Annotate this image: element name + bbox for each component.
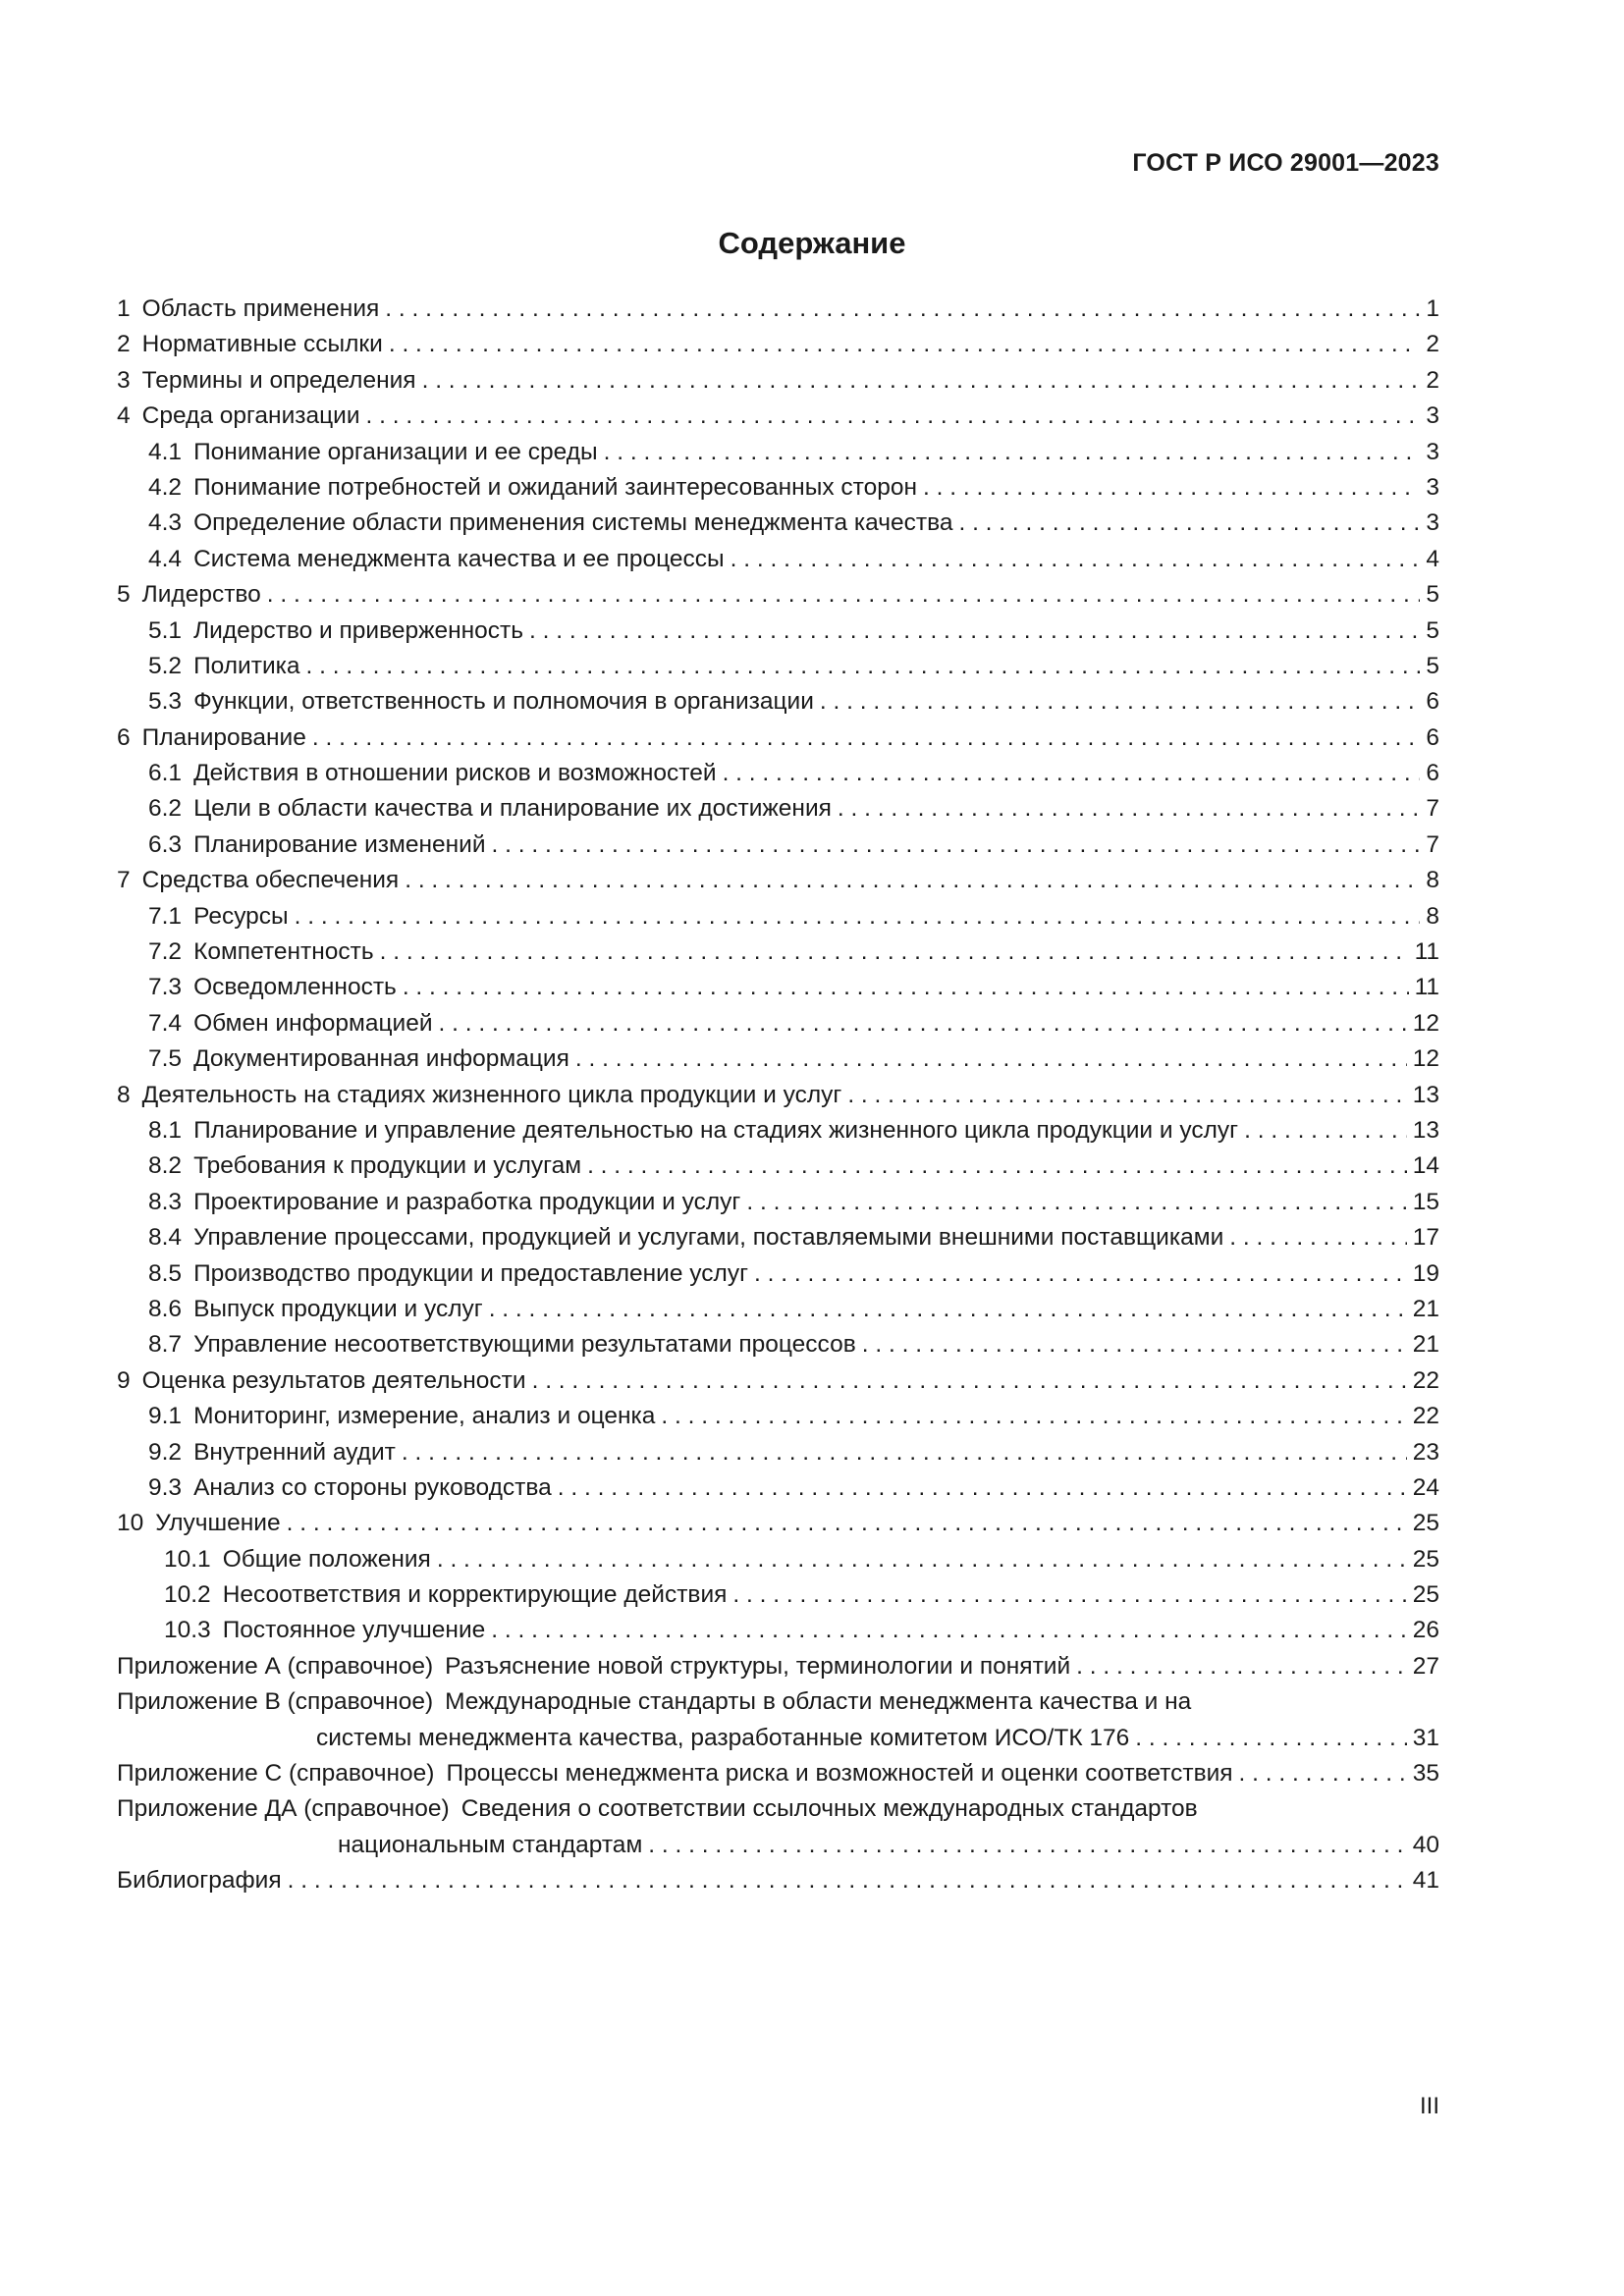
toc-entry[interactable] [117,1292,1439,1327]
dot-leader [295,899,1421,934]
toc-entry-page: 25 [1412,1510,1439,1537]
toc-entry[interactable] [117,327,1439,362]
dot-leader [820,684,1420,720]
bibliography-title: Библиография [117,1867,282,1895]
dot-leader [558,1470,1407,1506]
dot-leader [492,828,1421,863]
dot-leader [1239,1756,1407,1791]
toc-entry-number: 6.1 [148,760,183,787]
dot-leader [422,363,1421,399]
toc-entry-page: 8 [1426,902,1439,930]
toc-entry-number: 8.4 [148,1224,183,1252]
toc-entry[interactable] [117,1148,1439,1184]
toc-entry-page: 19 [1412,1259,1439,1287]
toc-entry-title: Проектирование и разработка продукции и услуг [193,1188,741,1215]
dot-leader [587,1148,1407,1184]
toc-entry-title: Определение области применения системы менеджмента качества [193,509,953,537]
toc-entry-number: 5.3 [148,688,183,716]
toc-entry[interactable] [117,1542,1439,1577]
toc-annex-c[interactable] [117,1756,1439,1791]
toc-entry-title: Система менеджмента качества и ее процессы [193,545,725,572]
toc-entry-title: Понимание потребностей и ожиданий заинтересованных сторон [193,473,917,501]
toc-entry[interactable] [117,614,1439,649]
toc-entry[interactable] [117,970,1439,1005]
toc-entry-page: 6 [1426,688,1439,716]
toc-entry-page: 6 [1426,760,1439,787]
annex-da-label: Приложение ДА (справочное) [117,1795,450,1823]
toc-entry[interactable] [117,1256,1439,1292]
dot-leader [731,542,1421,577]
toc-entry-number: 10.3 [164,1617,211,1644]
toc-entry-title: Управление процессами, продукцией и услугами, поставляемыми внешними поставщиками [193,1224,1224,1252]
toc-entry-number: 7.1 [148,902,183,930]
toc-annex-b-line2[interactable] [117,1721,1439,1756]
toc-entry[interactable] [117,542,1439,577]
toc-entry[interactable] [117,791,1439,827]
toc-entry-page: 11 [1414,974,1439,1001]
dot-leader [575,1041,1407,1077]
toc-entry-number: 6 [117,723,131,751]
toc-entry-page: 1 [1426,295,1439,322]
toc-entry[interactable] [117,1006,1439,1041]
dot-leader [529,614,1420,649]
table-of-contents [117,292,1439,1899]
toc-entry-title: Понимание организации и ее среды [193,438,598,465]
toc-annex-da-line1[interactable] [117,1791,1439,1827]
dot-leader [1229,1220,1406,1255]
dot-leader [288,1863,1407,1898]
dot-leader [923,470,1420,506]
dot-leader [1076,1649,1407,1684]
toc-entry-number: 4.2 [148,473,183,501]
toc-entry-number: 10.2 [164,1581,211,1609]
toc-entry-page: 12 [1412,1045,1439,1073]
document-code: ГОСТ Р ИСО 29001—2023 [1132,149,1439,177]
toc-annex-da-line2[interactable] [117,1828,1439,1863]
toc-entry-title: Мониторинг, измерение, анализ и оценка [193,1403,656,1430]
toc-entry-page: 13 [1412,1081,1439,1108]
toc-entry-page: 3 [1426,509,1439,537]
toc-entry[interactable] [117,1399,1439,1434]
toc-entry[interactable] [117,1078,1439,1113]
toc-entry-title: Ресурсы [193,902,289,930]
toc-entry-title: Политика [193,652,300,679]
dot-leader [389,327,1421,362]
toc-entry[interactable] [117,1577,1439,1613]
toc-entry-title: Планирование и управление деятельностью на стадиях жизненного цикла продукции и услуг [193,1116,1239,1144]
toc-entry-page: 5 [1426,652,1439,679]
toc-entry[interactable] [117,292,1439,327]
annex-da-title-line2: национальным стандартам [338,1831,643,1858]
dot-leader [403,970,1409,1005]
dot-leader [306,649,1421,684]
toc-entry-page: 15 [1412,1188,1439,1215]
toc-entry[interactable] [117,1113,1439,1148]
toc-entry-title: Выпуск продукции и услуг [193,1295,483,1322]
toc-annex-a[interactable] [117,1649,1439,1684]
toc-entry-number: 5.2 [148,652,183,679]
toc-entry-title: Термины и определения [141,366,416,394]
toc-entry[interactable] [117,756,1439,791]
toc-entry-page: 6 [1426,723,1439,751]
toc-entry-number: 6.2 [148,795,183,823]
toc-entry-title: Лидерство и приверженность [193,616,524,644]
toc-entry-number: 7.2 [148,938,183,966]
dot-leader [402,1435,1407,1470]
toc-entry[interactable] [117,470,1439,506]
dot-leader [838,791,1420,827]
dot-leader [405,863,1420,898]
toc-entry[interactable] [117,684,1439,720]
toc-entry-page: 13 [1412,1116,1439,1144]
toc-entry-number: 1 [117,295,131,322]
toc-entry-number: 10.1 [164,1545,211,1573]
dot-leader [958,506,1420,541]
toc-entry-number: 9.1 [148,1403,183,1430]
toc-annex-b-line1[interactable] [117,1684,1439,1720]
annex-a-label: Приложение А (справочное) [117,1652,434,1680]
toc-entry-title: Требования к продукции и услугам [193,1152,582,1180]
dot-leader [491,1613,1406,1648]
toc-entry-title: Деятельность на стадиях жизненного цикла продукции и услуг [141,1081,842,1108]
annex-b-title-line1: Международные стандарты в области менеджмента качества и на [445,1688,1192,1716]
toc-entry-page: 5 [1426,616,1439,644]
toc-entry[interactable] [117,828,1439,863]
dot-leader [532,1363,1407,1399]
toc-entry-title: Область применения [141,295,380,322]
dot-leader [437,1542,1407,1577]
toc-entry-page: 7 [1426,795,1439,823]
dot-leader [287,1506,1407,1541]
dot-leader [754,1256,1407,1292]
toc-entry-title: Нормативные ссылки [141,331,383,358]
toc-entry-number: 7.5 [148,1045,183,1073]
toc-entry[interactable] [117,1327,1439,1362]
dot-leader [385,292,1420,327]
toc-entry-title: Оценка результатов деятельности [141,1366,526,1394]
annex-c-title: Процессы менеджмента риска и возможностей и оценки соответствия [446,1760,1233,1788]
toc-entry-title: Внутренний аудит [193,1438,396,1466]
toc-entry-number: 8.7 [148,1331,183,1359]
toc-entry[interactable] [117,577,1439,613]
toc-entry[interactable] [117,899,1439,934]
toc-entry-number: 5 [117,581,131,609]
toc-entry-number: 10 [117,1510,144,1537]
annex-c-page: 35 [1412,1760,1439,1788]
page-title: Содержание [718,226,906,260]
toc-entry-page: 23 [1412,1438,1439,1466]
dot-leader [723,756,1421,791]
toc-entry-page: 26 [1412,1617,1439,1644]
toc-entry-page: 14 [1412,1152,1439,1180]
annex-b-title-line2: системы менеджмента качества, разработанные комитетом ИСО/ТК 176 [316,1724,1130,1751]
toc-entry-number: 8 [117,1081,131,1108]
dot-leader [604,435,1421,470]
toc-entry-title: Производство продукции и предоставление услуг [193,1259,749,1287]
toc-entry-page: 2 [1426,331,1439,358]
dot-leader [1135,1721,1406,1756]
toc-entry-number: 8.5 [148,1259,183,1287]
toc-entry-page: 3 [1426,402,1439,430]
toc-entry-number: 8.2 [148,1152,183,1180]
toc-entry-page: 3 [1426,473,1439,501]
toc-entry-title: Документированная информация [193,1045,569,1073]
toc-entry-page: 17 [1412,1224,1439,1252]
dot-leader [661,1399,1406,1434]
toc-entry-title: Постоянное улучшение [222,1617,486,1644]
toc-entry-page: 4 [1426,545,1439,572]
dot-leader [862,1327,1407,1362]
toc-entry-page: 21 [1412,1331,1439,1359]
annex-b-page: 31 [1412,1724,1439,1751]
dot-leader [732,1577,1406,1613]
toc-entry-page: 25 [1412,1581,1439,1609]
bibliography-page: 41 [1412,1867,1439,1895]
toc-entry-number: 7 [117,867,131,894]
dot-leader [439,1006,1407,1041]
toc-entry[interactable] [117,506,1439,541]
annex-b-label: Приложение В (справочное) [117,1688,434,1716]
toc-entry[interactable] [117,1506,1439,1541]
toc-entry-number: 4.3 [148,509,183,537]
toc-entry-number: 9.3 [148,1473,183,1501]
toc-entry-page: 7 [1426,830,1439,858]
toc-entry[interactable] [117,1613,1439,1648]
dot-leader [312,721,1421,756]
toc-entry-title: Средства обеспечения [141,867,400,894]
toc-entry-title: Среда организации [141,402,360,430]
toc-entry-title: Компетентность [193,938,374,966]
toc-entry-number: 8.6 [148,1295,183,1322]
dot-leader [847,1078,1406,1113]
toc-entry-title: Несоответствия и корректирующие действия [222,1581,728,1609]
toc-entry-title: Лидерство [141,581,261,609]
toc-entry[interactable] [117,934,1439,970]
toc-entry-number: 8.1 [148,1116,183,1144]
toc-entry-number: 2 [117,331,131,358]
dot-leader [366,399,1421,434]
toc-entry[interactable] [117,863,1439,898]
toc-entry-page: 25 [1412,1545,1439,1573]
toc-entry-number: 4 [117,402,131,430]
toc-entry-page: 22 [1412,1366,1439,1394]
toc-entry-page: 24 [1412,1473,1439,1501]
toc-entry-title: Планирование изменений [193,830,486,858]
toc-entry[interactable] [117,1470,1439,1506]
dot-leader [648,1828,1406,1863]
toc-entry[interactable] [117,649,1439,684]
toc-bibliography[interactable] [117,1863,1439,1898]
annex-c-label: Приложение С (справочное) [117,1760,435,1788]
dot-leader [1244,1113,1407,1148]
toc-entry-title: Анализ со стороны руководства [193,1473,552,1501]
toc-entry-page: 12 [1412,1009,1439,1037]
toc-entry-number: 8.3 [148,1188,183,1215]
toc-entry-number: 9 [117,1366,131,1394]
toc-entry-title: Осведомленность [193,974,397,1001]
page-number: III [1419,2093,1439,2119]
toc-entry-page: 22 [1412,1403,1439,1430]
toc-entry[interactable] [117,1220,1439,1255]
toc-entry[interactable] [117,399,1439,434]
toc-entry-page: 11 [1414,938,1439,966]
toc-entry-number: 6.3 [148,830,183,858]
annex-da-page: 40 [1412,1831,1439,1858]
toc-entry-page: 3 [1426,438,1439,465]
toc-entry-page: 5 [1426,581,1439,609]
toc-entry-page: 2 [1426,366,1439,394]
toc-entry-title: Действия в отношении рисков и возможностей [193,760,717,787]
toc-entry[interactable] [117,1185,1439,1220]
toc-entry[interactable] [117,363,1439,399]
toc-entry-title: Функции, ответственность и полномочия в организации [193,688,814,716]
toc-entry[interactable] [117,1041,1439,1077]
toc-entry[interactable] [117,721,1439,756]
toc-entry-title: Планирование [141,723,306,751]
toc-entry-number: 5.1 [148,616,183,644]
dot-leader [489,1292,1407,1327]
dot-leader [746,1185,1406,1220]
toc-entry-number: 4.4 [148,545,183,572]
dot-leader [267,577,1421,613]
toc-entry-number: 3 [117,366,131,394]
dot-leader [380,934,1409,970]
toc-entry-title: Цели в области качества и планирование их достижения [193,795,832,823]
toc-entry[interactable] [117,435,1439,470]
toc-entry[interactable] [117,1435,1439,1470]
toc-entry-page: 8 [1426,867,1439,894]
toc-entry-number: 7.3 [148,974,183,1001]
annex-a-page: 27 [1412,1652,1439,1680]
toc-entry-title: Обмен информацией [193,1009,433,1037]
toc-entry-number: 4.1 [148,438,183,465]
toc-entry-number: 9.2 [148,1438,183,1466]
toc-entry-number: 7.4 [148,1009,183,1037]
toc-entry[interactable] [117,1363,1439,1399]
toc-entry-title: Управление несоответствующими результатами процессов [193,1331,856,1359]
annex-a-title: Разъяснение новой структуры, терминологии и понятий [445,1652,1071,1680]
toc-entry-title: Общие положения [222,1545,431,1573]
toc-entry-title: Улучшение [155,1510,281,1537]
annex-da-title-line1: Сведения о соответствии ссылочных международных стандартов [460,1795,1198,1823]
toc-entry-page: 21 [1412,1295,1439,1322]
